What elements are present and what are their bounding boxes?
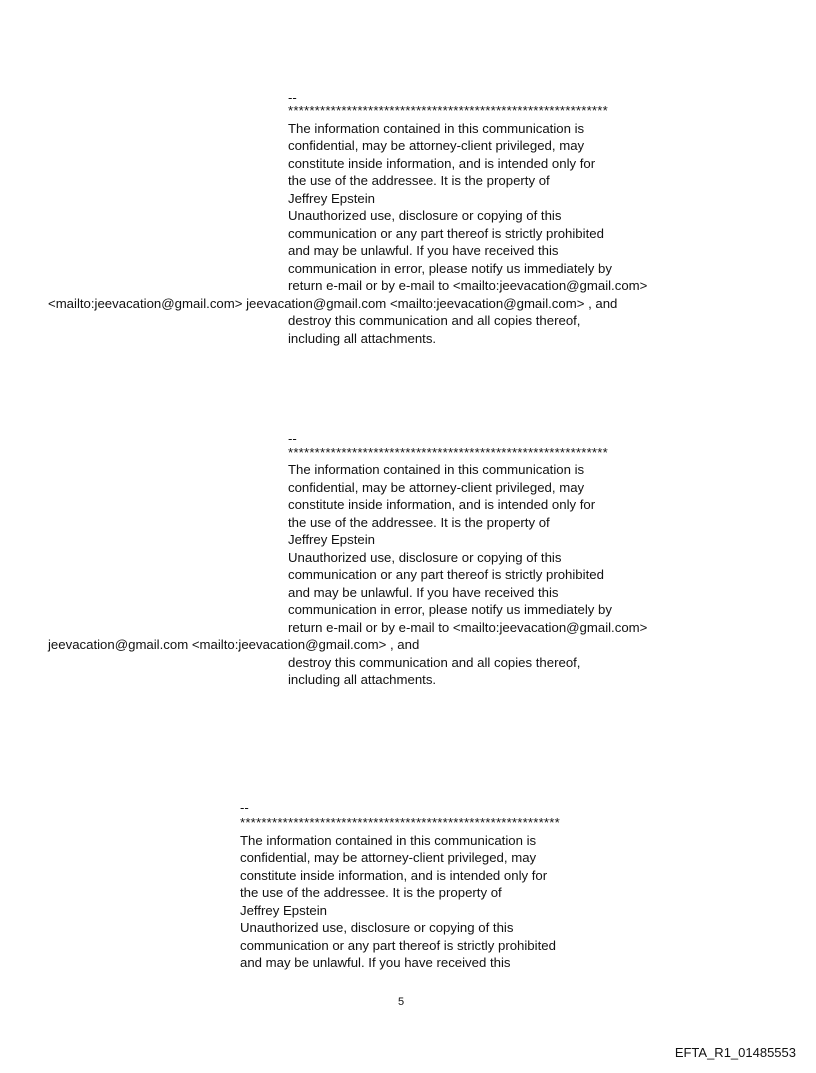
text-line: the use of the addressee. It is the property of	[288, 515, 550, 530]
text-line: constitute inside information, and is intended only for	[288, 497, 596, 512]
text-line: jeevacation@gmail.com <mailto:jeevacation@gmail.com> , and	[48, 637, 420, 652]
text-line: destroy this communication and all copies thereof,	[288, 655, 581, 670]
page-number: 5	[398, 996, 405, 1008]
separator-dashes: --	[240, 800, 249, 815]
text-line: and may be unlawful. If you have received this	[240, 955, 511, 970]
text-line: communication in error, please notify us immediately by	[288, 261, 612, 276]
text-line: The information contained in this communication is	[288, 121, 585, 136]
separator-dashes: --	[288, 90, 297, 105]
separator-asterisks: ************************************************************	[288, 103, 608, 118]
separator-dashes: --	[288, 431, 297, 446]
text-line: The information contained in this communication is	[240, 833, 537, 848]
text-line: <mailto:jeevacation@gmail.com> jeevacation@gmail.com <mailto:jeevacation@gmail.com> , and	[48, 296, 618, 311]
text-line: and may be unlawful. If you have received this	[288, 585, 559, 600]
text-line: The information contained in this communication is	[288, 462, 585, 477]
text-line: communication or any part thereof is strictly prohibited	[288, 567, 604, 582]
text-line: Unauthorized use, disclosure or copying of this	[240, 920, 514, 935]
text-line: the use of the addressee. It is the property of	[288, 173, 550, 188]
text-line: communication in error, please notify us immediately by	[288, 602, 612, 617]
separator-asterisks: ************************************************************	[240, 815, 560, 830]
text-line: communication or any part thereof is strictly prohibited	[288, 226, 604, 241]
text-line: Unauthorized use, disclosure or copying of this	[288, 550, 562, 565]
document-id: EFTA_R1_01485553	[674, 1045, 796, 1060]
separator-asterisks: ************************************************************	[288, 445, 608, 460]
text-line: Jeffrey Epstein	[240, 903, 327, 918]
text-line: confidential, may be attorney-client privileged, may	[240, 850, 537, 865]
text-line: confidential, may be attorney-client privileged, may	[288, 480, 585, 495]
text-line: the use of the addressee. It is the property of	[240, 885, 502, 900]
text-line: Unauthorized use, disclosure or copying of this	[288, 208, 562, 223]
text-line: constitute inside information, and is intended only for	[288, 156, 596, 171]
text-line: communication or any part thereof is strictly prohibited	[240, 938, 556, 953]
text-line: return e-mail or by e-mail to <mailto:jeevacation@gmail.com>	[288, 620, 648, 635]
text-line: and may be unlawful. If you have received this	[288, 243, 559, 258]
text-line: Jeffrey Epstein	[288, 191, 375, 206]
text-line: destroy this communication and all copies thereof,	[288, 313, 581, 328]
text-line: constitute inside information, and is intended only for	[240, 868, 548, 883]
text-line: return e-mail or by e-mail to <mailto:jeevacation@gmail.com>	[288, 278, 648, 293]
text-line: Jeffrey Epstein	[288, 532, 375, 547]
text-line: including all attachments.	[288, 331, 437, 346]
text-line: including all attachments.	[288, 672, 437, 687]
text-line: confidential, may be attorney-client privileged, may	[288, 138, 585, 153]
